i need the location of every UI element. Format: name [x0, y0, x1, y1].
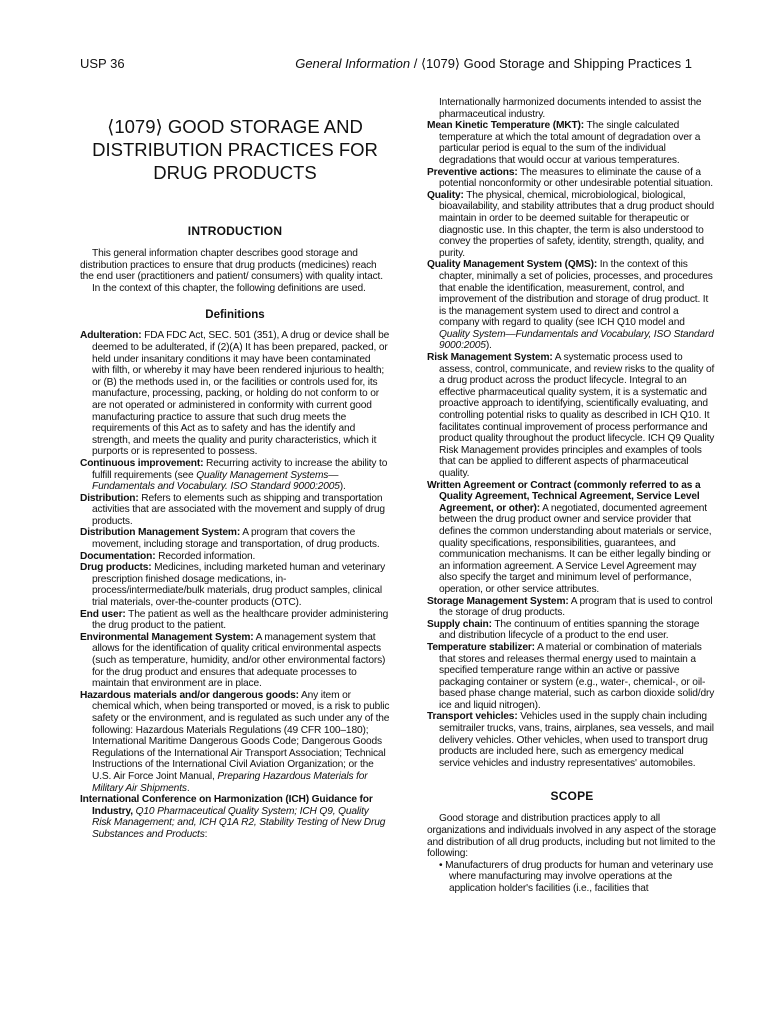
definition-text: FDA FDC Act, SEC. 501 (351), A drug or device shall be deemed to be adulterated, if (2)(A) It has been prepared, packed, or held under insanitary conditions it may have been contaminated with filth, or whereby it may have been rendered injurious to health; or (B) the methods used in, or the facilities or controls used for, its manufacture, processing, packing, or holding do not conform to or are not operated or administered in conformity with current good manufacturing practice to assure that such drug meets the requirements of this Act as to safety and has the identify and strength, and meets the quality and purity characteristics, which it purports or is represented to possess. — [92, 330, 390, 458]
definition-text: Any item or chemical which, when being transported or moved, is a risk to public safety or the environment, and is regulated as such under any of the following: Hazardous Materials Regulations (49 CFR 100–180); International Maritime Dangerous Goods Code; Dangerous Goods Regulations of the International Air Transport Association; Technical Instructions of the International Civil Aviation Organization; or the U.S. Air Force Joint Manual, — [92, 689, 390, 782]
definition-environmental-management-system — [80, 632, 390, 690]
definition-drug-products — [80, 562, 390, 608]
definition-term: Written Agreement or Contract (commonly referred to as a Quality Agreement, Technical Agreement, Service Level Agreement, or other): — [427, 479, 701, 514]
definition-text: The measures to eliminate the cause of a potential nonconformity or other undesirable potential situation. — [439, 166, 713, 190]
definition-preventive-actions — [427, 167, 717, 190]
definition-text: A program that covers the movement, including storage and transportation, of drug products. — [92, 527, 380, 551]
definition-term: Distribution: — [80, 492, 139, 504]
definition-text: A management system that allows for the identification of quality critical environmental aspects (such as temperature, humidity, and/or other environmental factors) for the drug product and ensures that adequate processes to maintain that environment are in place. — [92, 631, 386, 690]
running-header — [80, 54, 692, 74]
left-column — [80, 97, 390, 841]
definition-qms — [427, 259, 717, 352]
definition-transport-vehicles — [427, 711, 717, 769]
header-chapter — [295, 54, 692, 74]
definition-term: Documentation: — [80, 550, 156, 562]
definition-term: Hazardous materials and/or dangerous goods: — [80, 689, 299, 701]
definition-term: Risk Management System: — [427, 352, 553, 364]
definition-text: A negotiated, documented agreement between the drug product owner and service provider that defines the common understanding about materials or service, quality specifications, responsibilities, guarantees, and communication mechanisms. It can be either legally binding or an information agreement. A Service Level Agreement may also specify the target and minimum level of performance, operation, or other service attributes. — [439, 502, 712, 595]
header-section: General Information — [295, 56, 411, 71]
definition-reference: Q10 Pharmaceutical Quality System; ICH Q9, Quality Risk Management; and, ICH Q1A R2, Stability Testing of New Drug Substances and Products — [92, 805, 386, 840]
definition-documentation — [80, 551, 390, 563]
introduction-heading: INTRODUCTION — [187, 224, 283, 238]
definition-end: . — [186, 782, 190, 794]
definition-ich — [80, 794, 390, 840]
definition-term: Supply chain: — [427, 618, 492, 630]
definition-distribution-management-system — [80, 527, 390, 550]
definition-text: The continuum of entities spanning the storage and distribution lifecycle of a product to the end user. — [439, 618, 700, 642]
definition-term: Environmental Management System: — [80, 631, 254, 643]
chapter-title-line-1: ⟨1079⟩ GOOD STORAGE AND — [107, 116, 363, 137]
chapter-title-line-2: DISTRIBUTION PRACTICES FOR — [92, 139, 378, 160]
introduction-paragraph-2: In the context of this chapter, the following definitions are used. — [92, 282, 366, 294]
definition-reference: Quality System—Fundamentals and Vocabulary, ISO Standard 9000:2005 — [439, 328, 714, 352]
definition-term: Mean Kinetic Temperature (MKT): — [427, 120, 585, 132]
definition-end: ). — [339, 481, 346, 493]
definition-text: The physical, chemical, microbiological, biological, bioavailability, and stability attributes that a drug product should maintain in order to be deemed suitable for therapeutic or diagnostic use. In this chapter, the term is also understood to convey the properties of safety, identity, strength, quality, and purity. — [439, 189, 715, 259]
definitions-heading: Definitions — [205, 309, 265, 322]
definition-end: : — [204, 828, 208, 840]
definition-continuous-improvement — [80, 458, 390, 493]
definition-mkt — [427, 120, 717, 166]
definition-term: Quality: — [427, 189, 464, 201]
definition-supply-chain — [427, 619, 717, 642]
definition-quality — [427, 190, 717, 260]
definition-text: Medicines, including marketed human and veterinary prescription finished dosage medications, in-process/intermediate/bulk materials, drug product samples, clinical trial materials, over-the-counter products (OTC). — [92, 562, 386, 609]
definition-term: Drug products: — [80, 562, 152, 574]
introduction-paragraph-1: This general information chapter describes good storage and distribution practices to ensure that drug products (medicines) reach the end user (practitioners and patient/ consumers) with quality intact. — [80, 248, 383, 283]
definition-text: A material or combination of materials that stores and releases thermal energy used to maintain a specified temperature range within an active or passive packaging container or system (e.g., water-, chemical-, or oil-based phase change material, such as carbon dioxide solid/dry ice and liquid nitrogen). — [439, 641, 715, 711]
definition-text: The single calculated temperature at which the total amount of degradation over a particular period is equal to the sum of the individual degradations that would occur at various temperatures. — [439, 120, 701, 166]
scope-heading: SCOPE — [550, 789, 594, 804]
definition-risk-management-system — [427, 352, 717, 480]
definition-text: In the context of this chapter, minimally a set of policies, processes, and procedures that enable the identification, measurement, control, and improvement of the distribution and storage of drug product. It is the management system used to direct and control a company with regard to quality (see ICH Q10 model and — [439, 259, 713, 329]
definition-reference: Quality Management Systems—Fundamentals and Vocabulary. ISO Standard 9000:2005 — [92, 469, 340, 493]
definition-term: International Conference on Harmonization (ICH) Guidance for Industry, — [80, 794, 373, 817]
definition-term: Continuous improvement: — [80, 457, 204, 469]
definition-text: Recurring activity to increase the ability to fulfill requirements (see — [92, 457, 388, 481]
scope-bullet-1: • Manufacturers of drug products for human and veterinary use where manufacturing may involve operations at the application holder's facilities (i.e., facilities that — [439, 859, 714, 894]
definition-term: Temperature stabilizer: — [427, 641, 535, 653]
header-edition: USP 36 — [80, 56, 125, 71]
definition-temperature-stabilizer — [427, 642, 717, 712]
definition-ich-continued: Internationally harmonized documents intended to assist the pharmaceutical industry. — [439, 97, 702, 120]
definition-term: Quality Management System (QMS): — [427, 259, 598, 271]
definition-text: Refers to elements such as shipping and transportation activities that are associated with the movement and supply of drug products. — [92, 492, 385, 527]
scope-paragraph: Good storage and distribution practices apply to all organizations and individuals involved in any aspect of the storage and distribution of all drug products, including but not limited to the following: — [427, 813, 716, 860]
definition-term: Preventive actions: — [427, 166, 518, 178]
definition-end: ). — [485, 340, 492, 352]
definition-term: Transport vehicles: — [427, 711, 518, 723]
definition-text: A program that is used to control the storage of drug products. — [439, 595, 713, 619]
right-column — [427, 97, 717, 895]
definition-term: End user: — [80, 608, 126, 620]
definition-storage-management-system — [427, 596, 717, 619]
chapter-title-line-3: DRUG PRODUCTS — [153, 162, 317, 183]
definition-text: Vehicles used in the supply chain including semitrailer trucks, vans, trains, airplanes, sea vessels, and mail delivery vehicles. Other vehicles, when used to transport drug products are included here, such as emergency medical service vehicles and industry representatives' automobiles. — [439, 711, 714, 769]
definition-reference: Preparing Hazardous Materials for Military Air Shipments — [92, 770, 368, 794]
definition-hazardous-materials — [80, 690, 390, 794]
chapter-title — [80, 115, 390, 184]
definition-term: Distribution Management System: — [80, 527, 241, 539]
definition-end-user — [80, 609, 390, 632]
definition-term: Storage Management System: — [427, 595, 569, 607]
definition-written-agreement — [427, 480, 717, 596]
definition-term: Adulteration: — [80, 330, 142, 342]
definition-adulteration — [80, 330, 390, 458]
definition-text: Recorded information. — [155, 550, 256, 562]
definition-distribution — [80, 493, 390, 528]
header-chapter-title: / ⟨1079⟩ Good Storage and Shipping Practices 1 — [410, 56, 692, 71]
definition-text: The patient as well as the healthcare provider administering the drug product to the patient. — [92, 608, 389, 632]
definition-text: A systematic process used to assess, control, communicate, and review risks to the quality of a drug product across the product lifecycle. Integral to an effective pharmaceutical quality system, it is a systematic and proactive approach to identifying, scientifically evaluating, and controlling potential risks to quality as described in ICH Q10. It facilitates continual improvement of process performance and product quality throughout the product lifecycle. ICH Q9 Quality Risk Management provides principles and examples of tools that can be applied to different aspects of pharmaceutical quality. — [439, 352, 715, 479]
